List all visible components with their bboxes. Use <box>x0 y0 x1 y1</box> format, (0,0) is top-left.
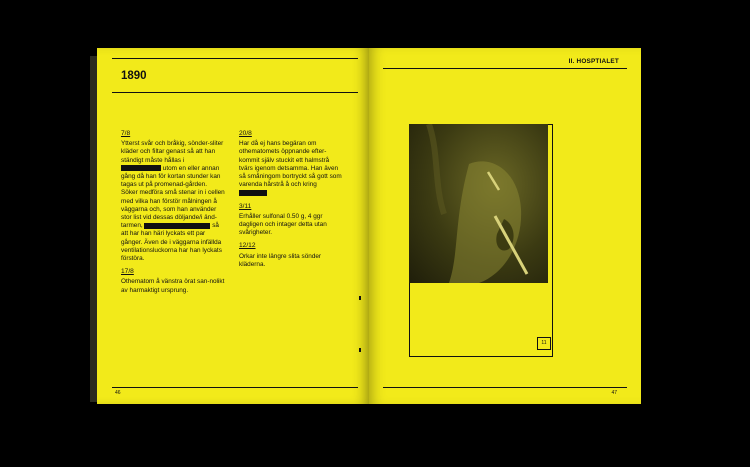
entry-date: 7/8 <box>121 130 131 137</box>
top-rule <box>112 58 358 59</box>
entry-date: 12/12 <box>239 242 256 250</box>
year-heading: 1890 <box>121 70 147 82</box>
open-book <box>97 48 641 404</box>
entry-3-11 <box>239 203 343 238</box>
halftone-photo <box>409 124 548 283</box>
entry-12-12 <box>239 242 343 269</box>
photo-illustration <box>409 124 548 283</box>
entry-text: utom en eller annan gång då han för kortan stunder kan tagas ut på promenad-gården. Söker medföra små stenar in i cellen med vilka han förstör målningen å väggarna och, som han använder stor list vid dessas döljande/i änd-tarmen, <box>121 164 225 230</box>
entry-text: Orkar inte längre slita sönder kläderna. <box>239 252 322 268</box>
redaction-bar <box>121 165 161 171</box>
entry-date: 17/8 <box>121 268 134 276</box>
book-edge <box>90 56 97 402</box>
figure-number: 11 <box>537 337 551 350</box>
bottom-rule <box>112 387 358 388</box>
entry-text: Erhåller sulfonal 0.50 g, 4 ggr dagligen och intager detta utan svårigheter. <box>239 212 327 237</box>
entry-text: Othematom å vänstra örat san-nolikt av harmaktigt ursprung. <box>121 278 225 294</box>
bottom-rule-right <box>383 387 627 388</box>
entry-17-8 <box>121 268 225 295</box>
page-number-left: 46 <box>115 390 121 396</box>
column-1 <box>121 130 225 300</box>
entry-date: 3/11 <box>239 202 252 210</box>
entry-text: Ytterst svår och bråkig, sönder-sliter kläder och filtar genast så att han ständigt måste hållas i <box>121 140 224 164</box>
entry-7-8 <box>121 130 225 263</box>
entry-20-8 <box>239 130 343 198</box>
entry-text: Har då ej hans begäran om othematomets öppnande efter-kommit själv stuckit ett halmstrå tvärs igenom detsamma. Han även så småningom bortryckt så gott som varenda hårstrå å och kring <box>239 140 342 189</box>
section-title: II. HOSPTIALET <box>568 58 619 65</box>
redaction-bar <box>144 223 210 229</box>
top-rule-right <box>383 68 627 69</box>
left-page <box>97 48 369 404</box>
entry-date: 20/8 <box>239 130 252 137</box>
page-number-right: 47 <box>611 390 617 396</box>
right-page <box>369 48 641 404</box>
column-2 <box>239 130 343 274</box>
margin-tick <box>359 296 361 300</box>
entry-text: så att har han häri lyckats ett par gånger. Även de i väggarna infällda ventilationsluckorna har han lyckats förstöra. <box>121 222 222 263</box>
heading-rule <box>112 92 358 93</box>
redaction-bar <box>239 190 267 196</box>
margin-tick <box>359 348 361 352</box>
